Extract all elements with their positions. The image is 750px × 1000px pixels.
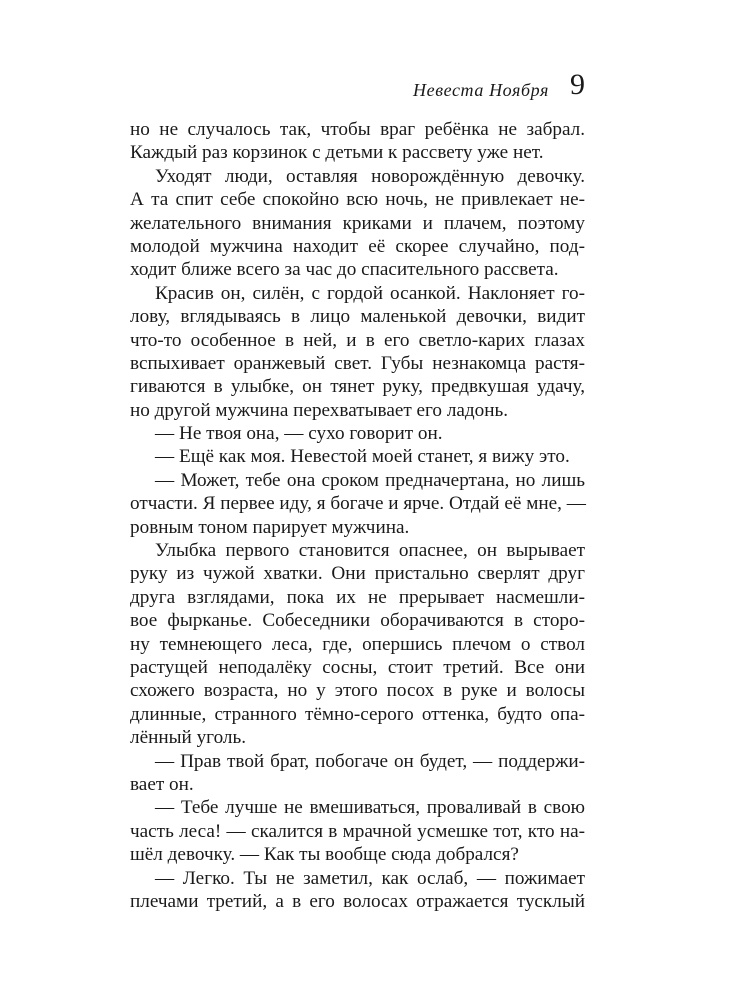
text-line: молодой мужчина находит её скорее случайно, под- <box>130 235 585 257</box>
text-line: — Не твоя она, — сухо говорит он. <box>155 423 443 445</box>
text-line: схожего возраста, но у этого посох в руке и волосы <box>130 680 585 702</box>
text-line: вает он. <box>130 773 194 795</box>
text-line: но другой мужчина перехватывает его ладонь. <box>130 399 509 421</box>
text-line: Уходят люди, оставляя новорождённую девочку. <box>155 165 585 187</box>
body-text <box>130 118 585 913</box>
page-header <box>130 68 585 112</box>
text-line: растущей неподалёку сосны, стоит третий. Все они <box>130 656 585 678</box>
text-line: ходит ближе всего за час до спасительного рассвета. <box>130 259 559 281</box>
text-line: вспыхивает оранжевый свет. Губы незнакомца растя- <box>130 352 585 374</box>
text-line: что-то особенное в ней, и в его светло-карих глазах <box>130 329 585 351</box>
text-line: часть леса! — скалится в мрачной усмешке тот, кто на- <box>130 820 585 842</box>
text-line: — Ещё как моя. Невестой моей станет, я вижу это. <box>155 446 570 468</box>
text-line: гиваются в улыбке, он тянет руку, предвкушая удачу, <box>130 376 585 398</box>
text-line: — Прав твой брат, побогаче он будет, — поддержи- <box>155 750 585 772</box>
text-line: но не случалось так, чтобы враг ребёнка не забрал. <box>130 119 585 140</box>
text-line: лову, вглядываясь в лицо маленькой девочки, видит <box>130 306 585 328</box>
text-line: руку из чужой хватки. Они пристально сверлят друг <box>130 563 585 585</box>
page-number: 9 <box>570 68 585 101</box>
text-line: ровным тоном парирует мужчина. <box>130 516 410 538</box>
text-line: — Легко. Ты не заметил, как ослаб, — пожимает <box>155 867 585 889</box>
text-line: плечами третий, а в его волосах отражается тусклый <box>130 890 585 912</box>
text-line: ну темнеющего леса, где, опершись плечом о ствол <box>130 633 585 655</box>
text-line: отчасти. Я первее иду, я богаче и ярче. Отдай её мне, — <box>130 493 586 515</box>
text-line: — Тебе лучше не вмешиваться, проваливай в свою <box>155 797 585 819</box>
text-line: — Может, тебе она сроком предначертана, но лишь <box>155 469 585 491</box>
text-line: вое фырканье. Собеседники оборачиваются в сторо- <box>130 610 585 632</box>
text-line: Каждый раз корзинок с детьми к рассвету уже нет. <box>130 142 544 164</box>
text-line: А та спит себе спокойно всю ночь, не привлекает не- <box>130 189 585 211</box>
text-line: шёл девочку. — Как ты вообще сюда добрался? <box>130 844 519 866</box>
text-line: Красив он, силён, с гордой осанкой. Наклоняет го- <box>155 282 585 304</box>
text-line: Улыбка первого становится опаснее, он вырывает <box>155 540 585 562</box>
running-title: Невеста Ноября <box>413 80 549 100</box>
text-line: желательного внимания криками и плачем, поэтому <box>130 212 585 234</box>
text-line: друга взглядами, пока их не прерывает насмешли- <box>130 586 585 608</box>
text-line: длинные, странного тёмно-серого оттенка, будто опа- <box>130 703 585 725</box>
text-line: лённый уголь. <box>130 727 247 749</box>
